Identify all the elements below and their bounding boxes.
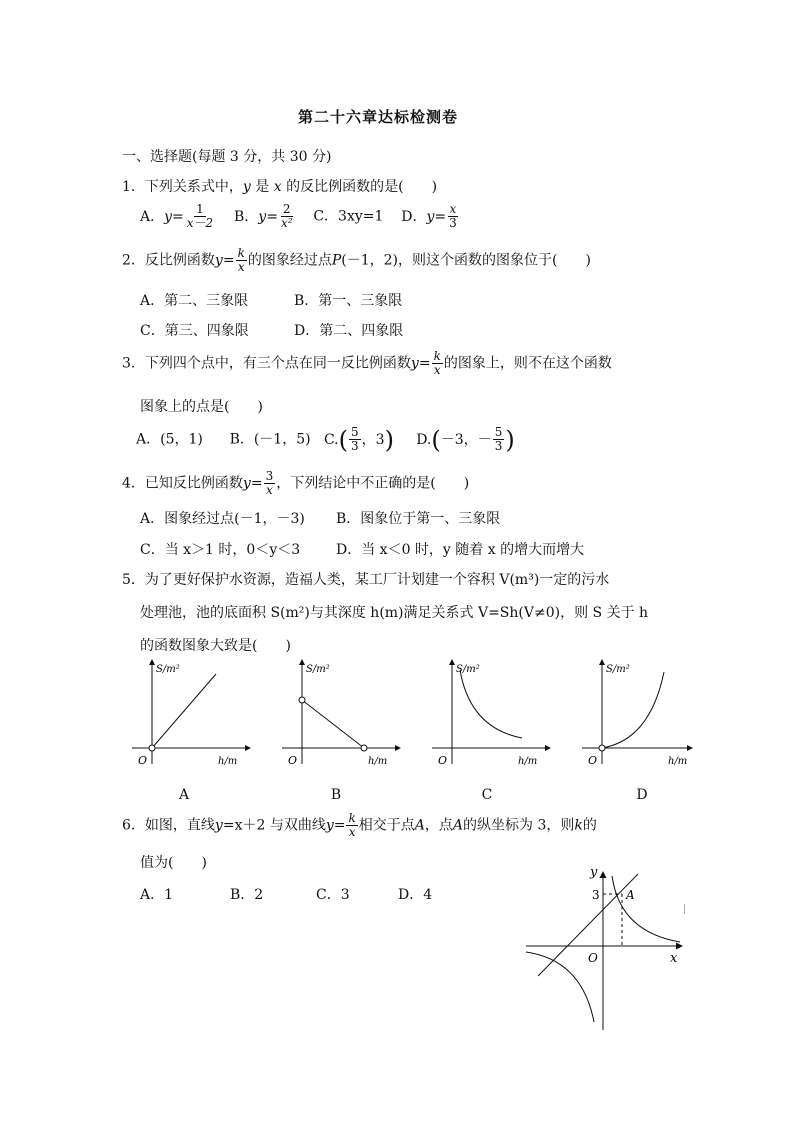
graph-a-xlabel: h/m [218,756,238,767]
section-heading: 一、选择题(每题 3 分，共 30 分) [122,149,332,165]
question-3-stem: 3．下列四个点中，有三个点在同一反比例函数y= $\frac{k}{x}$ 的图象上，则不在这个函数 [122,349,612,377]
graph-a-origin: O [138,754,148,767]
q6-origin-label: O [588,951,598,965]
question-1-stem: 1．下列关系式中，y 是 x 的反比例函数的是( ) [122,179,438,195]
graph-label-d: D [636,787,648,803]
q6-point-a-label: A [626,888,635,902]
graph-c-ylabel: S/m² [456,664,480,675]
page-title: 第二十六章达标检测卷 [298,108,459,126]
question-6-stem: 6．如图，直线y=x＋2 与双曲线y= $\frac{k}{x}$ 相交于点A，点A的纵坐标为 3，则k的 [122,811,597,839]
q6-option-a[interactable]: A．1 [140,887,174,903]
graph-b-origin: O [288,754,298,767]
question-2-stem: 2．反比例函数y= $\frac{k}{x}$ 的图象经过点P(－1，2)，则这个函数的图象位于( ) [122,246,591,274]
graph-c[interactable] [432,660,550,767]
graph-label-a: A [178,787,190,803]
q6-option-c[interactable]: C．3 [316,887,350,903]
graph-b-ylabel: S/m² [306,664,330,675]
scan-mark [684,904,685,914]
q1-option-d[interactable]: D．y= $\frac{x}{3}$ [401,202,457,230]
q2-option-c[interactable]: C．第三、四象限 [140,323,249,339]
q3-option-d[interactable]: D.(－3，－ $\frac{5}{3}$ ) [416,425,515,454]
question-3-stem-cont: 图象上的点是( ) [140,399,263,415]
q2-option-a[interactable]: A．第二、三象限 [140,293,249,309]
q2-option-d[interactable]: D．第二、四象限 [294,323,404,339]
q6-three-label: 3 [592,888,600,902]
question-6-line2: 值为( ) [140,855,207,871]
graph-a[interactable] [132,660,250,767]
graph-d-ylabel: S/m² [606,664,630,675]
q6-option-d[interactable]: D．4 [398,887,433,903]
graph-b[interactable] [282,660,400,767]
graph-b-xlabel: h/m [368,756,388,767]
q6-option-b[interactable]: B．2 [230,887,264,903]
q6-y-label: y [590,865,598,880]
graph-label-b: B [330,787,342,803]
q6-hyperbola-branch-2 [526,952,594,1022]
graph-label-c: C [481,787,493,803]
question-3-options [136,426,515,453]
question-5-line3: 的函数图象大致是( ) [140,638,291,654]
q3-option-b[interactable]: B．(－1，5) [229,431,311,448]
question-1-options [140,203,460,230]
q4-option-c[interactable]: C．当 x＞1 时，0＜y＜3 [140,542,301,558]
q3-option-c[interactable]: C.( $\frac{5}{3}$ ，3) [323,425,394,454]
question-5-line2: 处理池，池的底面积 S(m²)与其深度 h(m)满足关系式 V=Sh(V≠0)，则 S 关于 h [140,605,649,621]
q4-option-b[interactable]: B．图象位于第一、三象限 [336,511,501,527]
q2-option-b[interactable]: B．第一、三象限 [294,293,403,309]
graph-d[interactable] [582,660,692,767]
graph-d-origin: O [588,754,598,767]
graph-c-xlabel: h/m [518,756,538,767]
q4-option-a[interactable]: A．图象经过点(－1，－3) [140,511,305,527]
q6-figure [520,862,690,1034]
q3-option-a[interactable]: A．(5，1) [136,431,203,448]
q4-option-d[interactable]: D．当 x＜0 时，y 随着 x 的增大而增大 [336,542,585,558]
q1-option-b[interactable]: B．y= $\frac{2}{\text{x²}}$ [234,202,293,230]
q5-graphs [130,656,700,776]
graph-c-origin: O [438,754,448,767]
question-4-stem: 4．已知反比例函数y= $\frac{3}{x}$ ，下列结论中不正确的是( ) [122,469,470,497]
q1-option-c[interactable]: C．3xy=1 [313,208,384,225]
question-5-line1: 5．为了更好保护水资源，造福人类，某工厂计划建一个容积 V(m³)一定的污水 [122,572,610,588]
graph-d-xlabel: h/m [668,756,688,767]
q6-x-label: x [670,951,678,966]
graph-a-ylabel: S/m² [156,664,180,675]
q1-option-a[interactable]: A．y= $\frac{1}{x-2}$ [140,202,214,230]
